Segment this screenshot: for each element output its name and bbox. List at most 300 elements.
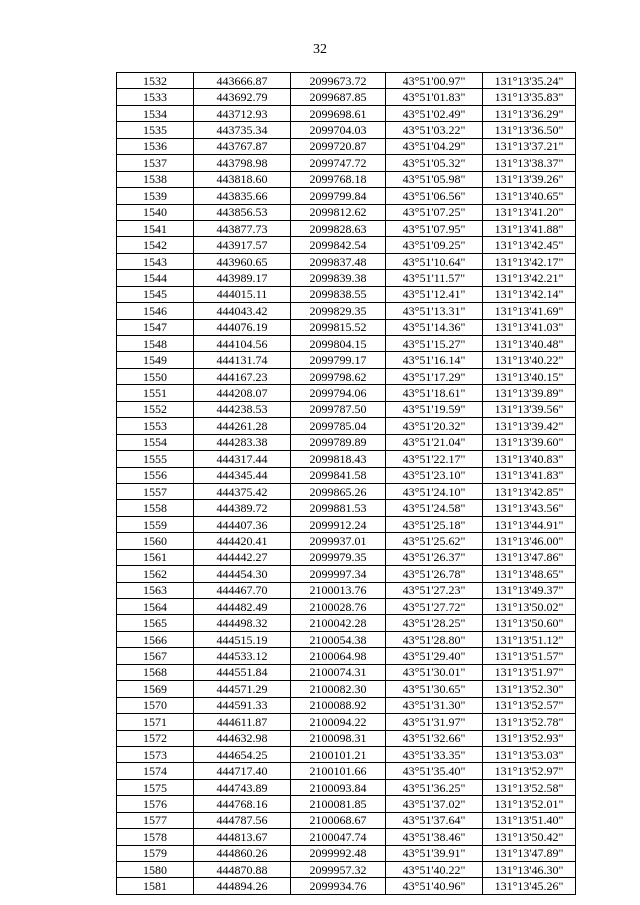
x-coordinate-cell: 443877.73 [194, 220, 291, 236]
point-number-cell: 1535 [117, 122, 194, 138]
y-coordinate-cell: 2100093.84 [291, 779, 386, 795]
x-coordinate-cell: 444768.16 [194, 796, 291, 812]
table-row [117, 401, 576, 417]
longitude-cell: 131°13'42.21" [483, 270, 576, 286]
table-row [117, 237, 576, 253]
x-coordinate-cell: 444717.40 [194, 763, 291, 779]
longitude-cell: 131°13'36.29" [483, 105, 576, 121]
y-coordinate-cell: 2099720.87 [291, 138, 386, 154]
point-number-cell: 1568 [117, 664, 194, 680]
x-coordinate-cell: 444261.28 [194, 418, 291, 434]
x-coordinate-cell: 444104.56 [194, 336, 291, 352]
x-coordinate-cell: 444632.98 [194, 730, 291, 746]
latitude-cell: 43°51'18.61" [386, 385, 483, 401]
table-row [117, 483, 576, 499]
longitude-cell: 131°13'49.37" [483, 582, 576, 598]
longitude-cell: 131°13'51.40" [483, 812, 576, 828]
x-coordinate-cell: 444611.87 [194, 714, 291, 730]
y-coordinate-cell: 2099787.50 [291, 401, 386, 417]
latitude-cell: 43°51'33.35" [386, 746, 483, 762]
longitude-cell: 131°13'48.65" [483, 566, 576, 582]
longitude-cell: 131°13'35.24" [483, 73, 576, 89]
y-coordinate-cell: 2100082.30 [291, 681, 386, 697]
coordinates-table [116, 72, 576, 895]
table-row [117, 434, 576, 450]
point-number-cell: 1540 [117, 204, 194, 220]
latitude-cell: 43°51'29.40" [386, 648, 483, 664]
x-coordinate-cell: 444389.72 [194, 500, 291, 516]
table-row [117, 122, 576, 138]
y-coordinate-cell: 2099837.48 [291, 253, 386, 269]
longitude-cell: 131°13'41.69" [483, 303, 576, 319]
x-coordinate-cell: 444442.27 [194, 549, 291, 565]
point-number-cell: 1547 [117, 319, 194, 335]
x-coordinate-cell: 444015.11 [194, 286, 291, 302]
y-coordinate-cell: 2099768.18 [291, 171, 386, 187]
point-number-cell: 1571 [117, 714, 194, 730]
longitude-cell: 131°13'41.88" [483, 220, 576, 236]
point-number-cell: 1533 [117, 89, 194, 105]
table-row [117, 631, 576, 647]
table-row [117, 286, 576, 302]
latitude-cell: 43°51'05.32" [386, 155, 483, 171]
latitude-cell: 43°51'15.27" [386, 336, 483, 352]
table-row [117, 549, 576, 565]
table-row [117, 89, 576, 105]
x-coordinate-cell: 443818.60 [194, 171, 291, 187]
longitude-cell: 131°13'45.26" [483, 878, 576, 894]
x-coordinate-cell: 444238.53 [194, 401, 291, 417]
table-row [117, 385, 576, 401]
point-number-cell: 1570 [117, 697, 194, 713]
y-coordinate-cell: 2100081.85 [291, 796, 386, 812]
x-coordinate-cell: 444043.42 [194, 303, 291, 319]
point-number-cell: 1554 [117, 434, 194, 450]
table-row [117, 171, 576, 187]
y-coordinate-cell: 2100094.22 [291, 714, 386, 730]
y-coordinate-cell: 2099997.34 [291, 566, 386, 582]
point-number-cell: 1577 [117, 812, 194, 828]
longitude-cell: 131°13'51.57" [483, 648, 576, 664]
x-coordinate-cell: 443856.53 [194, 204, 291, 220]
latitude-cell: 43°51'00.97" [386, 73, 483, 89]
longitude-cell: 131°13'39.89" [483, 385, 576, 401]
latitude-cell: 43°51'25.18" [386, 516, 483, 532]
table-row [117, 566, 576, 582]
x-coordinate-cell: 444454.30 [194, 566, 291, 582]
y-coordinate-cell: 2099747.72 [291, 155, 386, 171]
table-row [117, 714, 576, 730]
y-coordinate-cell: 2099839.38 [291, 270, 386, 286]
longitude-cell: 131°13'47.86" [483, 549, 576, 565]
table-row [117, 336, 576, 352]
table-row [117, 155, 576, 171]
x-coordinate-cell: 444813.67 [194, 829, 291, 845]
table-row [117, 220, 576, 236]
latitude-cell: 43°51'16.14" [386, 352, 483, 368]
longitude-cell: 131°13'41.03" [483, 319, 576, 335]
x-coordinate-cell: 444591.33 [194, 697, 291, 713]
x-coordinate-cell: 444283.38 [194, 434, 291, 450]
point-number-cell: 1555 [117, 451, 194, 467]
point-number-cell: 1566 [117, 631, 194, 647]
longitude-cell: 131°13'41.83" [483, 467, 576, 483]
point-number-cell: 1573 [117, 746, 194, 762]
longitude-cell: 131°13'38.37" [483, 155, 576, 171]
x-coordinate-cell: 443798.98 [194, 155, 291, 171]
table-row [117, 599, 576, 615]
latitude-cell: 43°51'09.25" [386, 237, 483, 253]
latitude-cell: 43°51'38.46" [386, 829, 483, 845]
point-number-cell: 1567 [117, 648, 194, 664]
point-number-cell: 1564 [117, 599, 194, 615]
x-coordinate-cell: 444317.44 [194, 451, 291, 467]
latitude-cell: 43°51'20.32" [386, 418, 483, 434]
table-row [117, 829, 576, 845]
latitude-cell: 43°51'31.30" [386, 697, 483, 713]
x-coordinate-cell: 444375.42 [194, 483, 291, 499]
x-coordinate-cell: 444533.12 [194, 648, 291, 664]
latitude-cell: 43°51'37.02" [386, 796, 483, 812]
table-row [117, 812, 576, 828]
y-coordinate-cell: 2099704.03 [291, 122, 386, 138]
point-number-cell: 1563 [117, 582, 194, 598]
point-number-cell: 1541 [117, 220, 194, 236]
latitude-cell: 43°51'23.10" [386, 467, 483, 483]
point-number-cell: 1565 [117, 615, 194, 631]
latitude-cell: 43°51'01.83" [386, 89, 483, 105]
longitude-cell: 131°13'46.00" [483, 533, 576, 549]
x-coordinate-cell: 443917.57 [194, 237, 291, 253]
longitude-cell: 131°13'51.12" [483, 631, 576, 647]
latitude-cell: 43°51'10.64" [386, 253, 483, 269]
y-coordinate-cell: 2100047.74 [291, 829, 386, 845]
point-number-cell: 1569 [117, 681, 194, 697]
x-coordinate-cell: 443989.17 [194, 270, 291, 286]
latitude-cell: 43°51'22.17" [386, 451, 483, 467]
point-number-cell: 1575 [117, 779, 194, 795]
y-coordinate-cell: 2099794.06 [291, 385, 386, 401]
latitude-cell: 43°51'13.31" [386, 303, 483, 319]
point-number-cell: 1539 [117, 188, 194, 204]
y-coordinate-cell: 2100013.76 [291, 582, 386, 598]
point-number-cell: 1574 [117, 763, 194, 779]
point-number-cell: 1550 [117, 368, 194, 384]
longitude-cell: 131°13'39.42" [483, 418, 576, 434]
x-coordinate-cell: 444743.89 [194, 779, 291, 795]
longitude-cell: 131°13'42.17" [483, 253, 576, 269]
table-row [117, 204, 576, 220]
point-number-cell: 1534 [117, 105, 194, 121]
x-coordinate-cell: 444787.56 [194, 812, 291, 828]
point-number-cell: 1542 [117, 237, 194, 253]
latitude-cell: 43°51'27.72" [386, 599, 483, 615]
table-row [117, 451, 576, 467]
longitude-cell: 131°13'52.01" [483, 796, 576, 812]
latitude-cell: 43°51'32.66" [386, 730, 483, 746]
table-row [117, 270, 576, 286]
longitude-cell: 131°13'52.58" [483, 779, 576, 795]
latitude-cell: 43°51'21.04" [386, 434, 483, 450]
y-coordinate-cell: 2099785.04 [291, 418, 386, 434]
x-coordinate-cell: 443692.79 [194, 89, 291, 105]
latitude-cell: 43°51'26.37" [386, 549, 483, 565]
table-row [117, 878, 576, 894]
y-coordinate-cell: 2099979.35 [291, 549, 386, 565]
y-coordinate-cell: 2099818.43 [291, 451, 386, 467]
table-row [117, 533, 576, 549]
y-coordinate-cell: 2099838.55 [291, 286, 386, 302]
y-coordinate-cell: 2099673.72 [291, 73, 386, 89]
point-number-cell: 1532 [117, 73, 194, 89]
x-coordinate-cell: 443712.93 [194, 105, 291, 121]
x-coordinate-cell: 444860.26 [194, 845, 291, 861]
y-coordinate-cell: 2099815.52 [291, 319, 386, 335]
y-coordinate-cell: 2100042.28 [291, 615, 386, 631]
y-coordinate-cell: 2100074.31 [291, 664, 386, 680]
longitude-cell: 131°13'41.20" [483, 204, 576, 220]
longitude-cell: 131°13'40.83" [483, 451, 576, 467]
longitude-cell: 131°13'40.48" [483, 336, 576, 352]
y-coordinate-cell: 2099992.48 [291, 845, 386, 861]
longitude-cell: 131°13'42.14" [483, 286, 576, 302]
latitude-cell: 43°51'37.64" [386, 812, 483, 828]
x-coordinate-cell: 443666.87 [194, 73, 291, 89]
point-number-cell: 1578 [117, 829, 194, 845]
latitude-cell: 43°51'05.98" [386, 171, 483, 187]
latitude-cell: 43°51'26.78" [386, 566, 483, 582]
point-number-cell: 1560 [117, 533, 194, 549]
longitude-cell: 131°13'50.60" [483, 615, 576, 631]
table-row [117, 467, 576, 483]
longitude-cell: 131°13'37.21" [483, 138, 576, 154]
point-number-cell: 1559 [117, 516, 194, 532]
table-row [117, 138, 576, 154]
x-coordinate-cell: 444551.84 [194, 664, 291, 680]
latitude-cell: 43°51'14.36" [386, 319, 483, 335]
latitude-cell: 43°51'40.96" [386, 878, 483, 894]
y-coordinate-cell: 2099789.89 [291, 434, 386, 450]
latitude-cell: 43°51'11.57" [386, 270, 483, 286]
y-coordinate-cell: 2099842.54 [291, 237, 386, 253]
y-coordinate-cell: 2100068.67 [291, 812, 386, 828]
latitude-cell: 43°51'25.62" [386, 533, 483, 549]
x-coordinate-cell: 444467.70 [194, 582, 291, 598]
y-coordinate-cell: 2100064.98 [291, 648, 386, 664]
page-number: 32 [313, 42, 327, 57]
point-number-cell: 1562 [117, 566, 194, 582]
table-row [117, 582, 576, 598]
point-number-cell: 1549 [117, 352, 194, 368]
longitude-cell: 131°13'52.30" [483, 681, 576, 697]
table-row [117, 796, 576, 812]
latitude-cell: 43°51'40.22" [386, 862, 483, 878]
longitude-cell: 131°13'40.22" [483, 352, 576, 368]
longitude-cell: 131°13'40.15" [483, 368, 576, 384]
table-row [117, 500, 576, 516]
y-coordinate-cell: 2099698.61 [291, 105, 386, 121]
x-coordinate-cell: 444654.25 [194, 746, 291, 762]
latitude-cell: 43°51'24.58" [386, 500, 483, 516]
latitude-cell: 43°51'12.41" [386, 286, 483, 302]
coordinates-table-body [117, 73, 576, 895]
table-row [117, 763, 576, 779]
y-coordinate-cell: 2099934.76 [291, 878, 386, 894]
latitude-cell: 43°51'04.29" [386, 138, 483, 154]
table-row [117, 253, 576, 269]
longitude-cell: 131°13'43.56" [483, 500, 576, 516]
x-coordinate-cell: 444571.29 [194, 681, 291, 697]
latitude-cell: 43°51'07.95" [386, 220, 483, 236]
longitude-cell: 131°13'46.30" [483, 862, 576, 878]
point-number-cell: 1556 [117, 467, 194, 483]
latitude-cell: 43°51'24.10" [386, 483, 483, 499]
x-coordinate-cell: 444870.88 [194, 862, 291, 878]
table-row [117, 303, 576, 319]
point-number-cell: 1572 [117, 730, 194, 746]
y-coordinate-cell: 2099912.24 [291, 516, 386, 532]
point-number-cell: 1538 [117, 171, 194, 187]
longitude-cell: 131°13'44.91" [483, 516, 576, 532]
point-number-cell: 1580 [117, 862, 194, 878]
latitude-cell: 43°51'31.97" [386, 714, 483, 730]
longitude-cell: 131°13'52.78" [483, 714, 576, 730]
x-coordinate-cell: 444208.07 [194, 385, 291, 401]
x-coordinate-cell: 444420.41 [194, 533, 291, 549]
y-coordinate-cell: 2099812.62 [291, 204, 386, 220]
table-row [117, 352, 576, 368]
longitude-cell: 131°13'52.97" [483, 763, 576, 779]
longitude-cell: 131°13'53.03" [483, 746, 576, 762]
y-coordinate-cell: 2100054.38 [291, 631, 386, 647]
longitude-cell: 131°13'39.56" [483, 401, 576, 417]
point-number-cell: 1536 [117, 138, 194, 154]
x-coordinate-cell: 444515.19 [194, 631, 291, 647]
point-number-cell: 1543 [117, 253, 194, 269]
x-coordinate-cell: 443735.34 [194, 122, 291, 138]
x-coordinate-cell: 444167.23 [194, 368, 291, 384]
longitude-cell: 131°13'47.89" [483, 845, 576, 861]
latitude-cell: 43°51'07.25" [386, 204, 483, 220]
longitude-cell: 131°13'39.26" [483, 171, 576, 187]
x-coordinate-cell: 444482.49 [194, 599, 291, 615]
y-coordinate-cell: 2100088.92 [291, 697, 386, 713]
longitude-cell: 131°13'50.42" [483, 829, 576, 845]
table-row [117, 105, 576, 121]
table-row [117, 368, 576, 384]
point-number-cell: 1558 [117, 500, 194, 516]
latitude-cell: 43°51'02.49" [386, 105, 483, 121]
table-row [117, 648, 576, 664]
latitude-cell: 43°51'03.22" [386, 122, 483, 138]
table-row [117, 418, 576, 434]
table-row [117, 73, 576, 89]
x-coordinate-cell: 443767.87 [194, 138, 291, 154]
point-number-cell: 1545 [117, 286, 194, 302]
table-row [117, 746, 576, 762]
table-row [117, 681, 576, 697]
point-number-cell: 1551 [117, 385, 194, 401]
table-row [117, 188, 576, 204]
y-coordinate-cell: 2099957.32 [291, 862, 386, 878]
y-coordinate-cell: 2099841.58 [291, 467, 386, 483]
latitude-cell: 43°51'30.01" [386, 664, 483, 680]
x-coordinate-cell: 444345.44 [194, 467, 291, 483]
y-coordinate-cell: 2100101.21 [291, 746, 386, 762]
y-coordinate-cell: 2099937.01 [291, 533, 386, 549]
latitude-cell: 43°51'17.29" [386, 368, 483, 384]
longitude-cell: 131°13'39.60" [483, 434, 576, 450]
longitude-cell: 131°13'52.57" [483, 697, 576, 713]
table-row [117, 862, 576, 878]
x-coordinate-cell: 444076.19 [194, 319, 291, 335]
table-row [117, 516, 576, 532]
point-number-cell: 1553 [117, 418, 194, 434]
longitude-cell: 131°13'40.65" [483, 188, 576, 204]
table-row [117, 319, 576, 335]
point-number-cell: 1537 [117, 155, 194, 171]
point-number-cell: 1576 [117, 796, 194, 812]
latitude-cell: 43°51'28.80" [386, 631, 483, 647]
x-coordinate-cell: 444894.26 [194, 878, 291, 894]
table-row [117, 845, 576, 861]
longitude-cell: 131°13'42.85" [483, 483, 576, 499]
x-coordinate-cell: 444498.32 [194, 615, 291, 631]
latitude-cell: 43°51'30.65" [386, 681, 483, 697]
latitude-cell: 43°51'39.91" [386, 845, 483, 861]
latitude-cell: 43°51'27.23" [386, 582, 483, 598]
table-row [117, 779, 576, 795]
longitude-cell: 131°13'35.83" [483, 89, 576, 105]
latitude-cell: 43°51'28.25" [386, 615, 483, 631]
y-coordinate-cell: 2099799.84 [291, 188, 386, 204]
longitude-cell: 131°13'52.93" [483, 730, 576, 746]
point-number-cell: 1557 [117, 483, 194, 499]
longitude-cell: 131°13'51.97" [483, 664, 576, 680]
x-coordinate-cell: 443835.66 [194, 188, 291, 204]
point-number-cell: 1581 [117, 878, 194, 894]
longitude-cell: 131°13'50.02" [483, 599, 576, 615]
y-coordinate-cell: 2099865.26 [291, 483, 386, 499]
y-coordinate-cell: 2099828.63 [291, 220, 386, 236]
y-coordinate-cell: 2100028.76 [291, 599, 386, 615]
table-row [117, 730, 576, 746]
y-coordinate-cell: 2100101.66 [291, 763, 386, 779]
x-coordinate-cell: 444131.74 [194, 352, 291, 368]
y-coordinate-cell: 2099687.85 [291, 89, 386, 105]
point-number-cell: 1552 [117, 401, 194, 417]
point-number-cell: 1561 [117, 549, 194, 565]
longitude-cell: 131°13'36.50" [483, 122, 576, 138]
table-row [117, 615, 576, 631]
y-coordinate-cell: 2099804.15 [291, 336, 386, 352]
longitude-cell: 131°13'42.45" [483, 237, 576, 253]
y-coordinate-cell: 2099829.35 [291, 303, 386, 319]
point-number-cell: 1546 [117, 303, 194, 319]
y-coordinate-cell: 2099799.17 [291, 352, 386, 368]
table-row [117, 697, 576, 713]
y-coordinate-cell: 2099798.62 [291, 368, 386, 384]
latitude-cell: 43°51'35.40" [386, 763, 483, 779]
y-coordinate-cell: 2099881.53 [291, 500, 386, 516]
point-number-cell: 1544 [117, 270, 194, 286]
y-coordinate-cell: 2100098.31 [291, 730, 386, 746]
latitude-cell: 43°51'19.59" [386, 401, 483, 417]
point-number-cell: 1579 [117, 845, 194, 861]
latitude-cell: 43°51'36.25" [386, 779, 483, 795]
x-coordinate-cell: 443960.65 [194, 253, 291, 269]
table-row [117, 664, 576, 680]
